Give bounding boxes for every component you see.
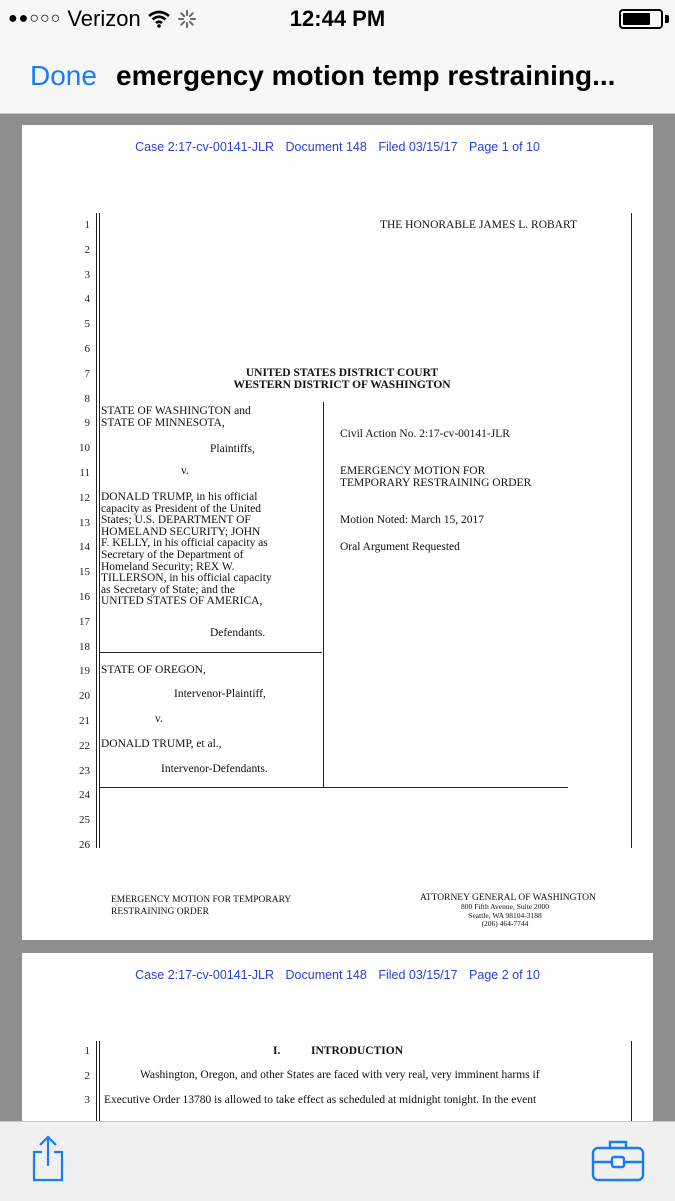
defendant-line: HOMELAND SECURITY; JOHN (101, 525, 261, 538)
line-number: 5 (84, 318, 90, 331)
line-number: 12 (79, 491, 90, 504)
intervenor-plaintiff-label: Intervenor-Plaintiff, (174, 688, 266, 700)
document-number: Document 148 (285, 140, 367, 154)
body-text-line: Washington, Oregon, and other States are faced with very real, very imminent harms if (140, 1069, 540, 1081)
address-line: (206) 464-7744 (481, 919, 529, 928)
court-name: UNITED STATES DISTRICT COURT (245, 367, 439, 379)
page-count: Page 2 of 10 (469, 968, 540, 982)
section-number: I. (273, 1045, 281, 1057)
line-number: 23 (79, 764, 90, 777)
navigation-bar (0, 38, 675, 114)
right-margin-rule (631, 1041, 632, 1123)
defendant-line: UNITED STATES OF AMERICA, (101, 595, 263, 608)
line-number: 21 (79, 715, 90, 727)
footer-title-line: RESTRAINING ORDER (111, 907, 209, 917)
oral-argument: Oral Argument Requested (340, 541, 460, 553)
bottom-toolbar (0, 1121, 675, 1201)
case-number: Case 2:17-cv-00141-JLR (135, 140, 275, 154)
margin-rule (99, 1041, 100, 1123)
civil-action-number: Civil Action No. 2:17-cv-00141-JLR (340, 428, 510, 440)
defendant-line: TILLERSON, in his official capacity (101, 572, 272, 585)
case-number: Case 2:17-cv-00141-JLR (135, 968, 275, 982)
margin-rule (96, 213, 97, 848)
versus: v. (181, 465, 189, 477)
caption-divider (323, 402, 324, 787)
defendant-line: as Secretary of State; and the (101, 583, 235, 596)
line-number: 10 (79, 442, 90, 455)
motion-title-line: EMERGENCY MOTION FOR (340, 465, 486, 477)
line-number: 11 (79, 467, 90, 479)
carrier-name: Verizon (67, 6, 141, 31)
done-button[interactable]: Done (30, 60, 97, 91)
document-number: Document 148 (285, 968, 367, 982)
line-number: 17 (79, 615, 90, 628)
line-number: 1 (84, 219, 90, 231)
caption-bottom-rule (100, 787, 568, 788)
caption-rule (100, 652, 322, 653)
clock: 12:44 PM (289, 6, 386, 31)
defendant-line: Homeland Security; REX W. (101, 560, 235, 573)
versus: v. (155, 713, 163, 725)
line-number: 22 (79, 739, 90, 752)
pdf-page-2 (22, 953, 653, 1123)
line-number: 6 (84, 343, 90, 355)
line-number: 24 (79, 789, 90, 802)
line-number: 13 (79, 516, 90, 529)
margin-rule (99, 213, 100, 848)
page-header (22, 140, 653, 154)
line-number: 19 (79, 665, 90, 678)
footer-title-line: EMERGENCY MOTION FOR TEMPORARY (111, 895, 292, 905)
line-number: 18 (79, 640, 90, 653)
filed-date: Filed 03/15/17 (378, 140, 458, 154)
intervenor-defendant: DONALD TRUMP, et al., (101, 738, 222, 750)
line-number: 3 (84, 268, 90, 281)
line-number: 7 (84, 367, 90, 380)
battery-level (623, 13, 650, 25)
right-margin-rule (631, 213, 632, 848)
line-number: 4 (84, 293, 90, 306)
defendant-line: States; U.S. DEPARTMENT OF (101, 514, 251, 527)
intervenor-plaintiff: STATE OF OREGON, (101, 664, 206, 676)
line-number: 16 (79, 591, 90, 603)
page-header (22, 968, 653, 982)
line-number: 3 (84, 1094, 90, 1106)
plaintiff-line: STATE OF WASHINGTON and (101, 405, 251, 417)
signal-strength: ●●○○○ (8, 10, 62, 27)
battery-tip (665, 15, 669, 23)
defendant-line: capacity as President of the United (101, 502, 261, 515)
margin-rule (96, 1041, 97, 1123)
defendants-label: Defendants. (210, 627, 266, 639)
defendant-line: F. KELLY, in his official capacity as (101, 537, 268, 550)
line-number: 9 (84, 417, 90, 430)
defendant-line: Secretary of the Department of (101, 549, 244, 561)
line-number: 8 (84, 392, 90, 405)
toolbox-icon[interactable] (590, 1138, 646, 1184)
address-line: Seattle, WA 98104-3188 (468, 910, 542, 920)
court-district: WESTERN DISTRICT OF WASHINGTON (233, 379, 451, 391)
line-number: 15 (79, 566, 90, 579)
intervenor-defendants-label: Intervenor-Defendants. (161, 763, 268, 775)
body-text-line: Executive Order 13780 is allowed to take effect as scheduled at midnight tonight. In the event (104, 1094, 537, 1106)
motion-noted: Motion Noted: March 15, 2017 (340, 514, 485, 526)
motion-title-line: TEMPORARY RESTRAINING ORDER (340, 477, 532, 489)
line-number: 1 (84, 1045, 90, 1057)
section-title: INTRODUCTION (311, 1045, 404, 1057)
line-number: 20 (79, 690, 90, 703)
address-line: ATTORNEY GENERAL OF WASHINGTON (420, 893, 596, 903)
filed-date: Filed 03/15/17 (378, 968, 458, 982)
line-number: 2 (84, 243, 90, 256)
page-count: Page 1 of 10 (469, 140, 540, 154)
line-number: 25 (79, 814, 90, 827)
plaintiffs-label: Plaintiffs, (210, 443, 255, 455)
address-line: 800 Fifth Avenue, Suite 2000 (461, 902, 549, 911)
judge-name: THE HONORABLE JAMES L. ROBART (379, 219, 577, 231)
line-number: 2 (84, 1069, 90, 1082)
line-number: 14 (79, 541, 90, 554)
status-bar (0, 0, 675, 38)
pdf-page-1 (22, 125, 653, 940)
line-number: 26 (79, 839, 90, 851)
document-title: emergency motion temp restraining... (116, 60, 616, 91)
share-icon[interactable] (30, 1134, 66, 1182)
battery-icon (619, 9, 663, 29)
plaintiff-line: STATE OF MINNESOTA, (101, 417, 225, 429)
defendant-line: DONALD TRUMP, in his official (101, 491, 258, 503)
